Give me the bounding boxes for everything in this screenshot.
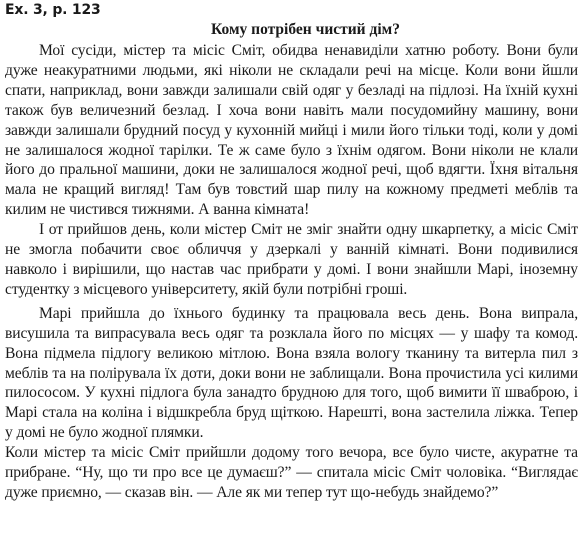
paragraph-1: Мої сусіди, містер та місіс Сміт, обидва ненавиділи хатню роботу. Вони були дуже неакуратними людьми, які ніколи не складали речі на місце. Коли вони йшли спати, наприклад, вони завжди залишали свій одяг у безладі на підлозі. На їхній кухні також був величезний безлад. І хоча вони навіть мали посудомийну машину, вони завжди залишали брудний посуд у кухонній мийці і мили його тільки тоді, коли у домі не залишалося жодної тарілки. Те ж саме було з їхнім одягом. Вони ніколи не клали його до пральної машини, доки не залишалося жодної речі, щоб вдягти. Їхня вітальня мала не кращий вигляд! Там був товстий шар пилу на кожному предметі меблів та килим не чистився тижнями. А ванна кімната! (5, 42, 578, 219)
story-title: Кому потрібен чистий дім? (211, 21, 400, 38)
paragraph-4: Коли містер та місіс Сміт прийшли додому того вечора, все було чисте, акуратне та прибране. “Ну, що ти про все це думаєш?” — спитала місіс Сміт чоловіка. “Виглядає дуже приємно, — сказав він. — Але як ми тепер тут що-небудь знайдемо?” (5, 444, 578, 501)
exercise-reference: Ex. 3, p. 123 (5, 2, 101, 18)
paragraph-3: Марі прийшла до їхнього будинку та працювала весь день. Вона випрала, висушила та випрасувала весь одяг та розклала його по місцях — у шафу та комод. Вона підмела підлогу великою мітлою. Вона взяла вологу тканину та витерла пил з меблів та на полірувала їх доти, доки вони не заблищали. Вона прочистила усі килими пилососом. У кухні підлога була занадто брудною для того, щоб вимити її шваброю, і Марі стала на коліна і відшкребла бруд щіткою. Нарешті, вона застелила ліжка. Тепер у домі не було жодної плямки. (5, 304, 578, 442)
paragraph-2: І от прийшов день, коли містер Сміт не зміг знайти одну шкарпетку, а місіс Сміт не змогла побачити своє обличчя у дзеркалі у ванній кімнаті. Вони подивилися навколо і вирішили, що настав час прибрати у домі. І вони знайшли Марі, іноземну студентку з місцевого університету, якій були потрібні гроші. (5, 221, 578, 298)
